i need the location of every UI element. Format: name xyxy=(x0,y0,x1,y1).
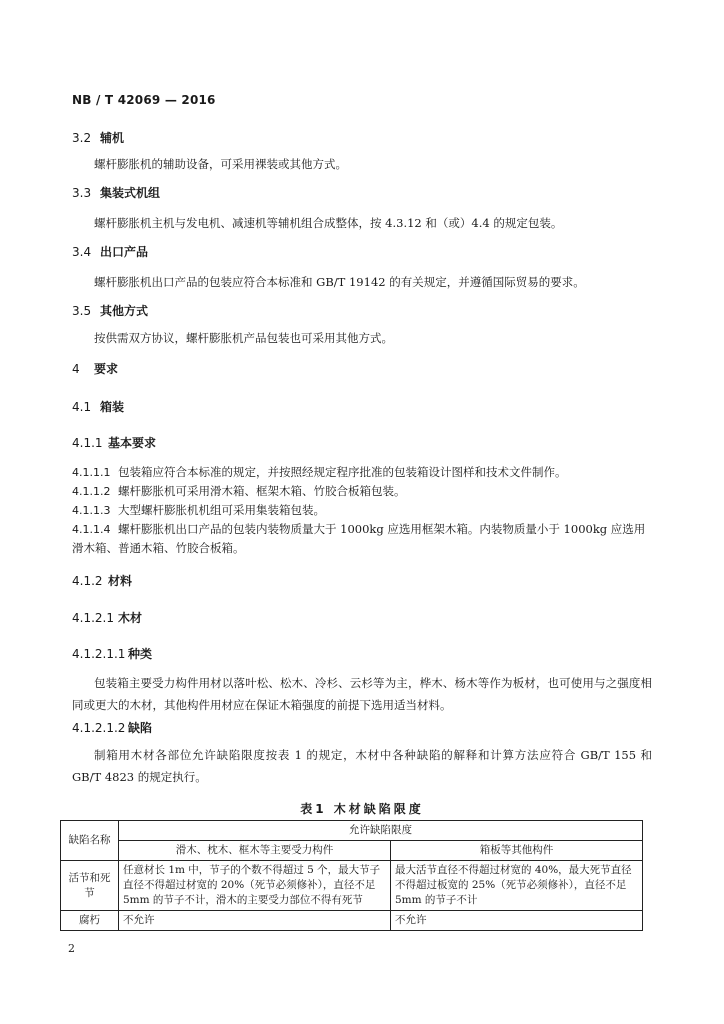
cell-main-members: 不允许 xyxy=(119,911,391,931)
heading-title: 其他方式 xyxy=(100,304,149,318)
cell-defect-name: 腐朽 xyxy=(61,911,119,931)
heading-4-1 xyxy=(72,398,124,415)
heading-number: 3.2 xyxy=(72,131,92,145)
heading-title: 木材 xyxy=(118,611,143,625)
heading-number: 4.1.2 xyxy=(72,574,103,588)
heading-title: 种类 xyxy=(128,647,153,661)
page-number: 2 xyxy=(68,942,75,955)
heading-4-1-2 xyxy=(72,572,132,589)
item-number: 4.1.1.4 xyxy=(72,523,111,536)
list-item xyxy=(72,482,652,501)
paragraph-3-2: 螺杆膨胀机的辅助设备，可采用裸装或其他方式。 xyxy=(94,157,347,171)
item-number: 4.1.1.1 xyxy=(72,466,111,479)
heading-number: 4.1.2.1.2 xyxy=(72,721,126,735)
table-header-row xyxy=(61,821,643,841)
cell-defect-name: 活节和死节 xyxy=(61,861,119,911)
heading-title: 集装式机组 xyxy=(100,186,161,200)
item-number: 4.1.1.2 xyxy=(72,485,111,498)
heading-4 xyxy=(72,360,118,377)
heading-number: 4.1.1 xyxy=(72,436,103,450)
header-defect-name: 缺陷名称 xyxy=(61,821,119,861)
table-subheader-row xyxy=(61,841,643,861)
list-item xyxy=(72,520,652,558)
heading-number: 3.4 xyxy=(72,245,92,259)
item-number: 4.1.1.3 xyxy=(72,504,111,517)
heading-number: 4.1.2.1 xyxy=(72,611,114,625)
header-allowed-limits: 允许缺陷限度 xyxy=(119,821,643,841)
heading-4-1-1 xyxy=(72,434,156,451)
table-row xyxy=(61,911,643,931)
heading-3-3 xyxy=(72,184,160,201)
cell-other-members: 不允许 xyxy=(391,911,643,931)
table-caption: 表1 木材缺陷限度 xyxy=(300,802,424,816)
heading-title: 箱装 xyxy=(100,400,125,414)
paragraph-4-1-2-1-2: 制箱用木材各部位允许缺陷限度按表 1 的规定，木材中各种缺陷的解释和计算方法应符合 GB/T 155 和 GB/T 4823 的规定执行。 xyxy=(72,748,652,784)
heading-number: 3.5 xyxy=(72,304,92,318)
heading-4-1-2-1-2 xyxy=(72,719,152,736)
defect-limits-table xyxy=(60,820,643,931)
paragraph-4-1-2-1-1: 包装箱主要受力构件用材以落叶松、松木、冷杉、云杉等为主，桦木、杨木等作为板材，也可使用与之强度相同或更大的木材，其他构件用材应在保证木箱强度的前提下选用适当材料。 xyxy=(72,676,652,712)
table-row xyxy=(61,861,643,911)
list-item xyxy=(72,501,652,520)
list-item xyxy=(72,463,652,482)
item-text: 螺杆膨胀机可采用滑木箱、框架木箱、竹胶合板箱包装。 xyxy=(118,484,406,498)
heading-number: 4.1 xyxy=(72,400,92,414)
heading-title: 要求 xyxy=(94,362,119,376)
heading-4-1-2-1-1 xyxy=(72,645,152,662)
cell-main-members: 任意材长 1m 中，节子的个数不得超过 5 个，最大节子直径不得超过材宽的 20%（死节必须修补），直径不足 5mm 的节子不计，滑木的主要受力部位不得有死节 xyxy=(119,861,391,911)
heading-3-5 xyxy=(72,302,148,319)
heading-title: 出口产品 xyxy=(100,245,149,259)
cell-other-members: 最大活节直径不得超过材宽的 40%，最大死节直径不得超过板宽的 25%（死节必须修补），直径不足 5mm 的节子不计 xyxy=(391,861,643,911)
paragraph-3-5: 按供需双方协议，螺杆膨胀机产品包装也可采用其他方式。 xyxy=(94,331,393,345)
heading-title: 辅机 xyxy=(100,131,125,145)
header-other-members: 箱板等其他构件 xyxy=(391,841,643,861)
heading-4-1-2-1 xyxy=(72,609,142,626)
item-text: 包装箱应符合本标准的规定，并按照经规定程序批准的包装箱设计图样和技术文件制作。 xyxy=(118,465,567,479)
heading-3-2 xyxy=(72,129,124,146)
heading-number: 3.3 xyxy=(72,186,92,200)
heading-title: 材料 xyxy=(108,574,133,588)
heading-title: 基本要求 xyxy=(108,436,157,450)
paragraph-3-4: 螺杆膨胀机出口产品的包装应符合本标准和 GB/T 19142 的有关规定，并遵循国际贸易的要求。 xyxy=(94,275,585,289)
item-text: 螺杆膨胀机出口产品的包装内装物质量大于 1000kg 应选用框架木箱。内装物质量小于 1000kg 应选用滑木箱、普通木箱、竹胶合板箱。 xyxy=(72,522,646,555)
item-text: 大型螺杆膨胀机机组可采用集装箱包装。 xyxy=(118,503,325,517)
paragraph-3-3: 螺杆膨胀机主机与发电机、减速机等辅机组合成整体，按 4.3.12 和（或）4.4 的规定包装。 xyxy=(94,216,563,230)
heading-number: 4 xyxy=(72,362,80,376)
header-main-members: 滑木、枕木、框木等主要受力构件 xyxy=(119,841,391,861)
heading-3-4 xyxy=(72,243,148,260)
heading-number: 4.1.2.1.1 xyxy=(72,647,126,661)
heading-title: 缺陷 xyxy=(128,721,153,735)
standard-code: NB / T 42069 — 2016 xyxy=(72,93,216,107)
